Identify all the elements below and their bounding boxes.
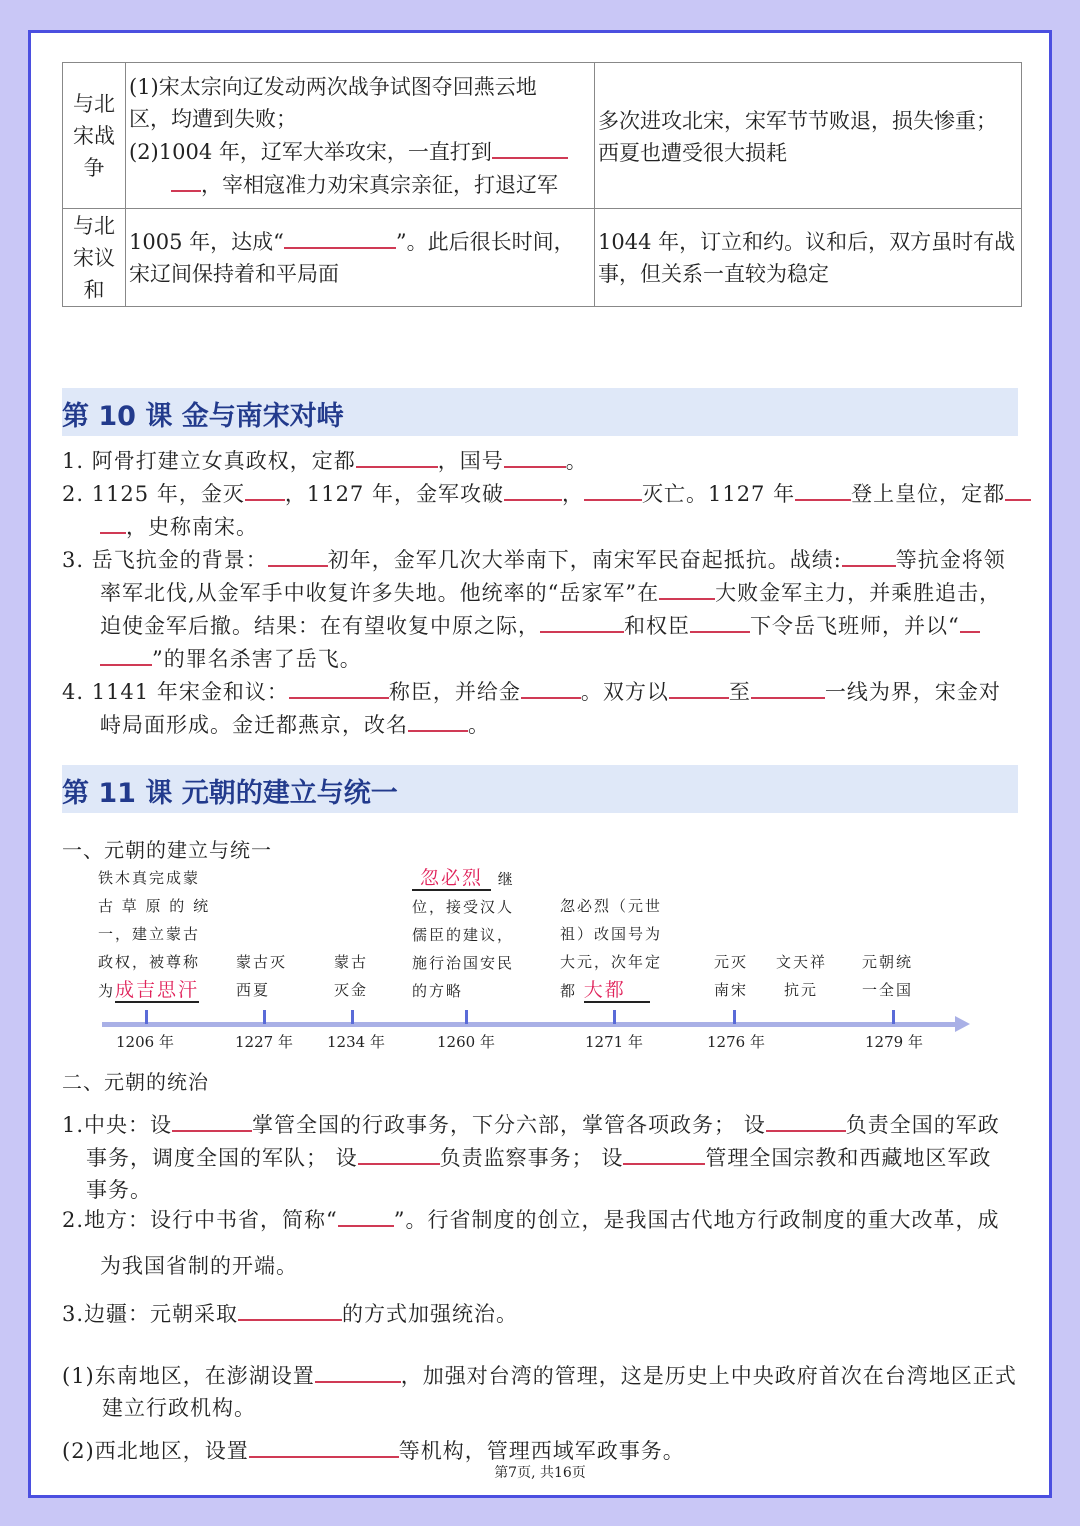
answer-blank[interactable] bbox=[960, 609, 980, 633]
l10-line-6: 迫使金军后撤。结果：在有望收复中原之际， 和权臣 下令岳飞班师，并以“ bbox=[100, 609, 980, 640]
timeline-event-wen-tianxiang: 文天祥 抗元 bbox=[776, 953, 828, 999]
l11-northwest-line: (2)西北地区，设置 等机构，管理西域军政事务。 bbox=[62, 1434, 685, 1465]
l11-southeast-line-1: (1)东南地区，在澎湖设置 ，加强对台湾的管理，这是历史上中央政府首次在台湾地区正式 bbox=[62, 1359, 1017, 1390]
timeline-year: 1271 年 bbox=[585, 1033, 643, 1051]
answer-blank[interactable] bbox=[540, 609, 624, 633]
lesson10-title: 第 10 课 金与南宋对峙 bbox=[62, 401, 344, 432]
timeline-event-1279: 元朝统 一全国 bbox=[862, 953, 914, 999]
table-right-cell: 多次进攻北宋，宋军节节败退，损失惨重； 西夏也遭受很大损耗 bbox=[595, 63, 1022, 209]
answer-blank[interactable] bbox=[356, 444, 438, 468]
answer-blank[interactable] bbox=[751, 675, 825, 699]
timeline-year: 1234 年 bbox=[327, 1033, 385, 1051]
answer-blank[interactable] bbox=[171, 168, 201, 192]
table-right-cell: 1044 年，订立和约。议和后，双方虽时有战 事，但关系一直较为稳定 bbox=[595, 209, 1022, 307]
l10-line-4: 3. 岳飞抗金的背景： 初年，金军几次大举南下，南宋军民奋起抵抗。战绩: 等抗金将领 bbox=[62, 543, 1006, 574]
answer-blank[interactable] bbox=[795, 477, 851, 501]
timeline-tick bbox=[263, 1010, 266, 1024]
answer-blank[interactable] bbox=[100, 510, 126, 534]
l10-line-8: 4. 1141 年宋金和议： 称臣，并给金 。双方以 至 一线为界，宋金对 bbox=[62, 675, 1001, 706]
answer-blank[interactable] bbox=[521, 675, 581, 699]
l11-central-line-1: 1.中央：设 掌管全国的行政事务，下分六部，掌管各项政务； 设 负责全国的军政 bbox=[62, 1108, 1000, 1139]
timeline-event-1227: 蒙古灭 西夏 bbox=[236, 953, 288, 999]
l11-central-line-3: 事务。 bbox=[86, 1178, 152, 1202]
timeline-event-1271: 忽必烈（元世 祖）改国号为 大元，次年定 都 大都 bbox=[560, 897, 663, 1001]
timeline-event-1234: 蒙古 灭金 bbox=[334, 953, 369, 999]
answer-blank[interactable] bbox=[669, 675, 729, 699]
answer-blank[interactable] bbox=[1005, 477, 1031, 501]
l11-local-line-2: 为我国省制的开端。 bbox=[100, 1254, 298, 1278]
answer-dadu: 大都 bbox=[584, 979, 650, 1003]
table-row-label: 与北 宋议 和 bbox=[63, 209, 126, 307]
lesson11-header bbox=[62, 765, 1018, 813]
l11-border-line: 3.边疆：元朝采取 的方式加强统治。 bbox=[62, 1297, 518, 1328]
timeline-event-1206: 铁木真完成蒙 古 草 原 的 统 一，建立蒙古 政权，被尊称 为成吉思汗 bbox=[98, 869, 211, 1001]
answer-blank[interactable] bbox=[268, 543, 328, 567]
answer-blank[interactable] bbox=[338, 1203, 394, 1227]
answer-blank[interactable] bbox=[358, 1141, 440, 1165]
answer-blank[interactable] bbox=[284, 225, 396, 249]
table-middle-cell: 1005 年，达成“ ”。此后很长时间， 宋辽间保持着和平局面 bbox=[126, 209, 595, 307]
timeline-tick bbox=[145, 1010, 148, 1024]
l11-local-line-1: 2.地方：设行中书省，简称“ ”。行省制度的创立，是我国古代地方行政制度的重大改革，成 bbox=[62, 1203, 1000, 1234]
l11-central-line-2: 事务，调度全国的军队； 设 负责监察事务； 设 管理全国宗教和西藏地区军政 bbox=[86, 1141, 991, 1172]
answer-blank[interactable] bbox=[504, 477, 562, 501]
timeline-year: 1260 年 bbox=[437, 1033, 495, 1051]
answer-blank[interactable] bbox=[289, 675, 389, 699]
l11-southeast-line-2: 建立行政机构。 bbox=[102, 1396, 256, 1420]
answer-blank[interactable] bbox=[245, 477, 285, 501]
answer-blank[interactable] bbox=[172, 1108, 252, 1132]
page-footer: 第7页, 共16页 bbox=[494, 1465, 586, 1481]
l11-subheading-1: 一、元朝的建立与统一 bbox=[62, 838, 272, 862]
answer-blank[interactable] bbox=[623, 1141, 705, 1165]
song-liao-table bbox=[62, 62, 1022, 307]
timeline-tick bbox=[465, 1010, 468, 1024]
answer-blank[interactable] bbox=[100, 642, 152, 666]
timeline-arrow-icon bbox=[955, 1016, 970, 1032]
l10-line-2: 2. 1125 年，金灭 ，1127 年，金军攻破 ， 灭亡。1127 年 登上皇位，定都 bbox=[62, 477, 1031, 508]
answer-blank[interactable] bbox=[690, 609, 750, 633]
l10-line-9: 峙局面形成。金迁都燕京，改名 。 bbox=[100, 708, 490, 739]
answer-blank[interactable] bbox=[766, 1108, 846, 1132]
timeline-year: 1276 年 bbox=[707, 1033, 765, 1051]
table-middle-cell: (1)宋太宗向辽发动两次战争试图夺回燕云地 区，均遭到失败； (2)1004 年，辽军大举攻宋，一直打到 ，宰相寇准力劝宋真宗亲征，打退辽军 bbox=[126, 63, 595, 209]
answer-blank[interactable] bbox=[504, 444, 566, 468]
answer-genghis-khan: 成吉思汗 bbox=[115, 979, 200, 1001]
answer-blank[interactable] bbox=[584, 477, 642, 501]
answer-blank[interactable] bbox=[408, 708, 468, 732]
timeline-year: 1279 年 bbox=[865, 1033, 923, 1051]
table-row bbox=[63, 63, 1022, 209]
table-row-label: 与北 宋战 争 bbox=[63, 63, 126, 209]
l10-line-5: 率军北伐,从金军手中收复许多失地。他统率的“岳家军”在 大败金军主力，并乘胜追击， bbox=[100, 576, 1001, 607]
l11-subheading-2: 二、元朝的统治 bbox=[62, 1070, 209, 1094]
answer-kublai: 忽必烈 bbox=[412, 867, 491, 891]
l10-line-7: ”的罪名杀害了岳飞。 bbox=[100, 642, 362, 673]
answer-blank[interactable] bbox=[249, 1434, 399, 1458]
timeline-year: 1227 年 bbox=[235, 1033, 293, 1051]
lesson11-title: 第 11 课 元朝的建立与统一 bbox=[62, 778, 398, 809]
answer-blank[interactable] bbox=[238, 1297, 342, 1321]
table-row bbox=[63, 209, 1022, 307]
timeline-tick bbox=[733, 1010, 736, 1024]
answer-blank[interactable] bbox=[659, 576, 715, 600]
timeline-event-1260: 忽必烈 继 位，接受汉人 儒臣的建议， 施行治国安民 的方略 bbox=[412, 867, 515, 1000]
timeline-tick bbox=[351, 1010, 354, 1024]
lesson10-header bbox=[62, 388, 1018, 436]
timeline-event-1276: 元灭 南宋 bbox=[714, 953, 749, 999]
timeline-axis bbox=[102, 1022, 957, 1027]
timeline-tick bbox=[892, 1010, 895, 1024]
answer-blank[interactable] bbox=[492, 135, 568, 159]
answer-blank[interactable] bbox=[315, 1359, 401, 1383]
l10-line-3: ，史称南宋。 bbox=[100, 510, 258, 541]
answer-blank[interactable] bbox=[842, 543, 896, 567]
l10-line-1: 1. 阿骨打建立女真政权，定都 ，国号 。 bbox=[62, 444, 588, 475]
timeline-tick bbox=[613, 1010, 616, 1024]
timeline-year: 1206 年 bbox=[116, 1033, 174, 1051]
